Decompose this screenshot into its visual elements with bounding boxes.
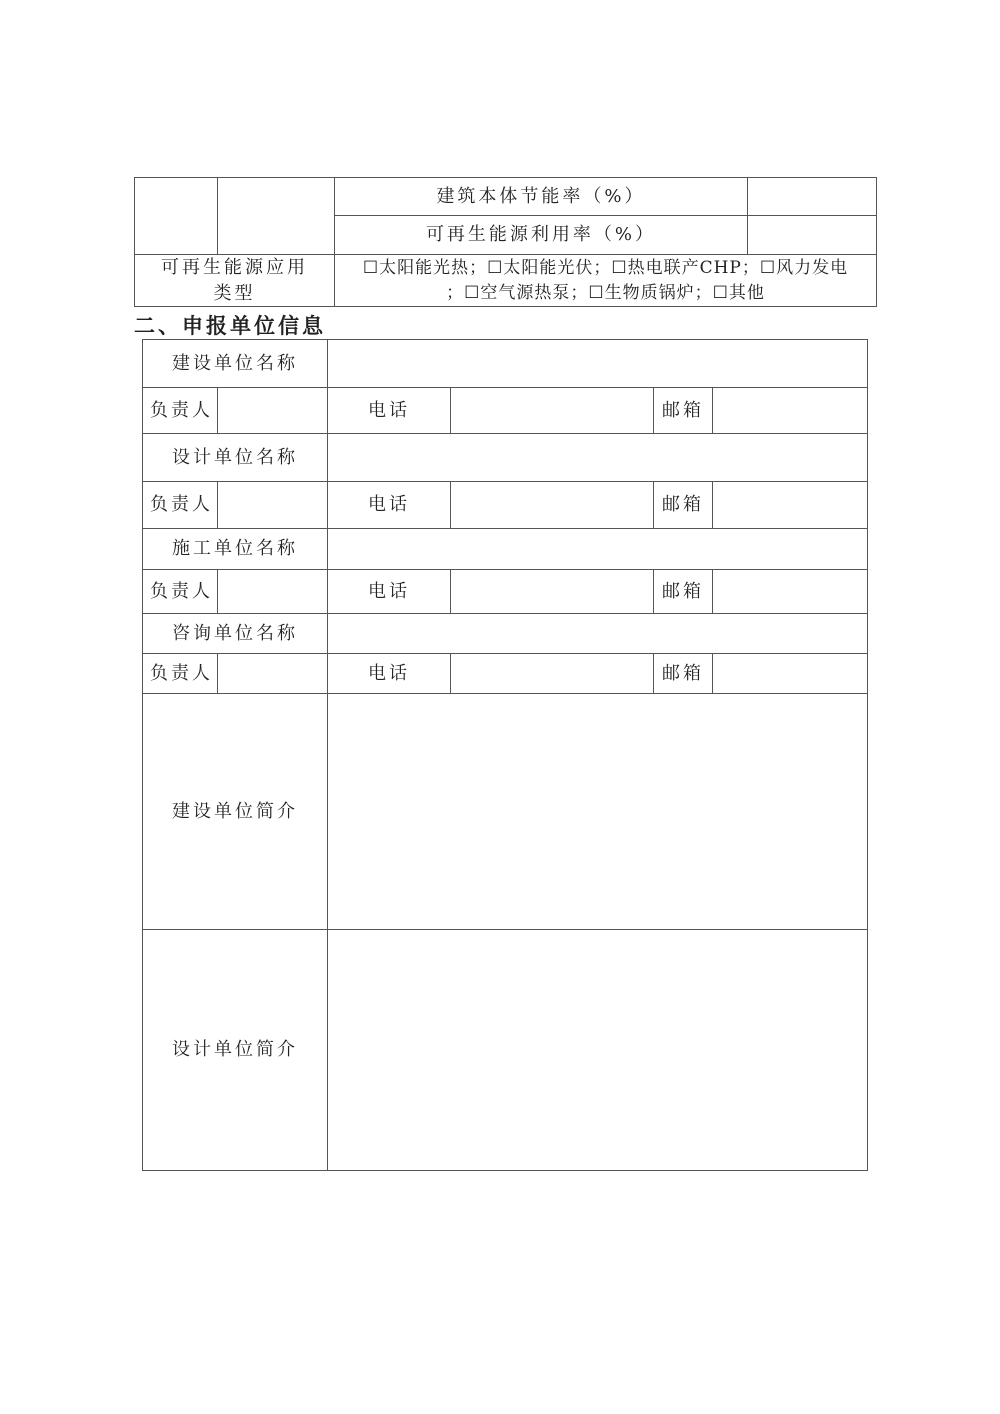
construction-unit-intro-label: 建设单位简介 xyxy=(142,693,328,930)
contractor-person-field[interactable] xyxy=(217,569,328,614)
consulting-person-field[interactable] xyxy=(217,653,328,694)
construction-person-field[interactable] xyxy=(217,387,328,434)
design-phone-field[interactable] xyxy=(450,481,654,529)
top-cell-blank-a xyxy=(134,177,218,255)
consulting-phone-label: 电话 xyxy=(327,653,451,694)
design-unit-name-label: 设计单位名称 xyxy=(142,433,328,482)
construction-unit-name-field[interactable] xyxy=(327,339,868,388)
top-cell-blank-b xyxy=(217,177,335,255)
energy-saving-rate-label: 建筑本体节能率（%） xyxy=(334,177,748,216)
construction-unit-intro-field[interactable] xyxy=(327,693,868,930)
design-email-field[interactable] xyxy=(712,481,868,529)
consulting-person-label: 负责人 xyxy=(142,653,218,694)
consulting-phone-field[interactable] xyxy=(450,653,654,694)
contractor-email-label: 邮箱 xyxy=(653,569,713,614)
design-email-label: 邮箱 xyxy=(653,481,713,529)
renewable-type-options[interactable] xyxy=(334,254,877,307)
contractor-person-label: 负责人 xyxy=(142,569,218,614)
construction-email-label: 邮箱 xyxy=(653,387,713,434)
construction-phone-field[interactable] xyxy=(450,387,654,434)
design-unit-intro-label: 设计单位简介 xyxy=(142,929,328,1171)
consulting-email-label: 邮箱 xyxy=(653,653,713,694)
construction-phone-label: 电话 xyxy=(327,387,451,434)
energy-saving-rate-value[interactable] xyxy=(747,177,877,216)
contractor-phone-field[interactable] xyxy=(450,569,654,614)
construction-unit-name-label: 建设单位名称 xyxy=(142,339,328,388)
construction-email-field[interactable] xyxy=(712,387,868,434)
design-phone-label: 电话 xyxy=(327,481,451,529)
design-person-label: 负责人 xyxy=(142,481,218,529)
renewable-type-label: 可再生能源应用类型 xyxy=(134,254,335,307)
consulting-unit-name-field[interactable] xyxy=(327,613,868,654)
contractor-unit-name-label: 施工单位名称 xyxy=(142,528,328,570)
design-unit-name-field[interactable] xyxy=(327,433,868,482)
contractor-phone-label: 电话 xyxy=(327,569,451,614)
renewable-options-line1: ☐太阳能光热；☐太阳能光伏；☐热电联产CHP；☐风力发电 xyxy=(362,257,849,278)
consulting-email-field[interactable] xyxy=(712,653,868,694)
consulting-unit-name-label: 咨询单位名称 xyxy=(142,613,328,654)
contractor-email-field[interactable] xyxy=(712,569,868,614)
section-title: 二、申报单位信息 xyxy=(134,314,326,338)
renewable-options-line2: ；☐空气源热泵；☐生物质锅炉；☐其他 xyxy=(446,282,765,303)
design-unit-intro-field[interactable] xyxy=(327,929,868,1171)
design-person-field[interactable] xyxy=(217,481,328,529)
renewable-utilization-rate-value[interactable] xyxy=(747,215,877,255)
contractor-unit-name-field[interactable] xyxy=(327,528,868,570)
construction-person-label: 负责人 xyxy=(142,387,218,434)
renewable-utilization-rate-label: 可再生能源利用率（%） xyxy=(334,215,748,255)
